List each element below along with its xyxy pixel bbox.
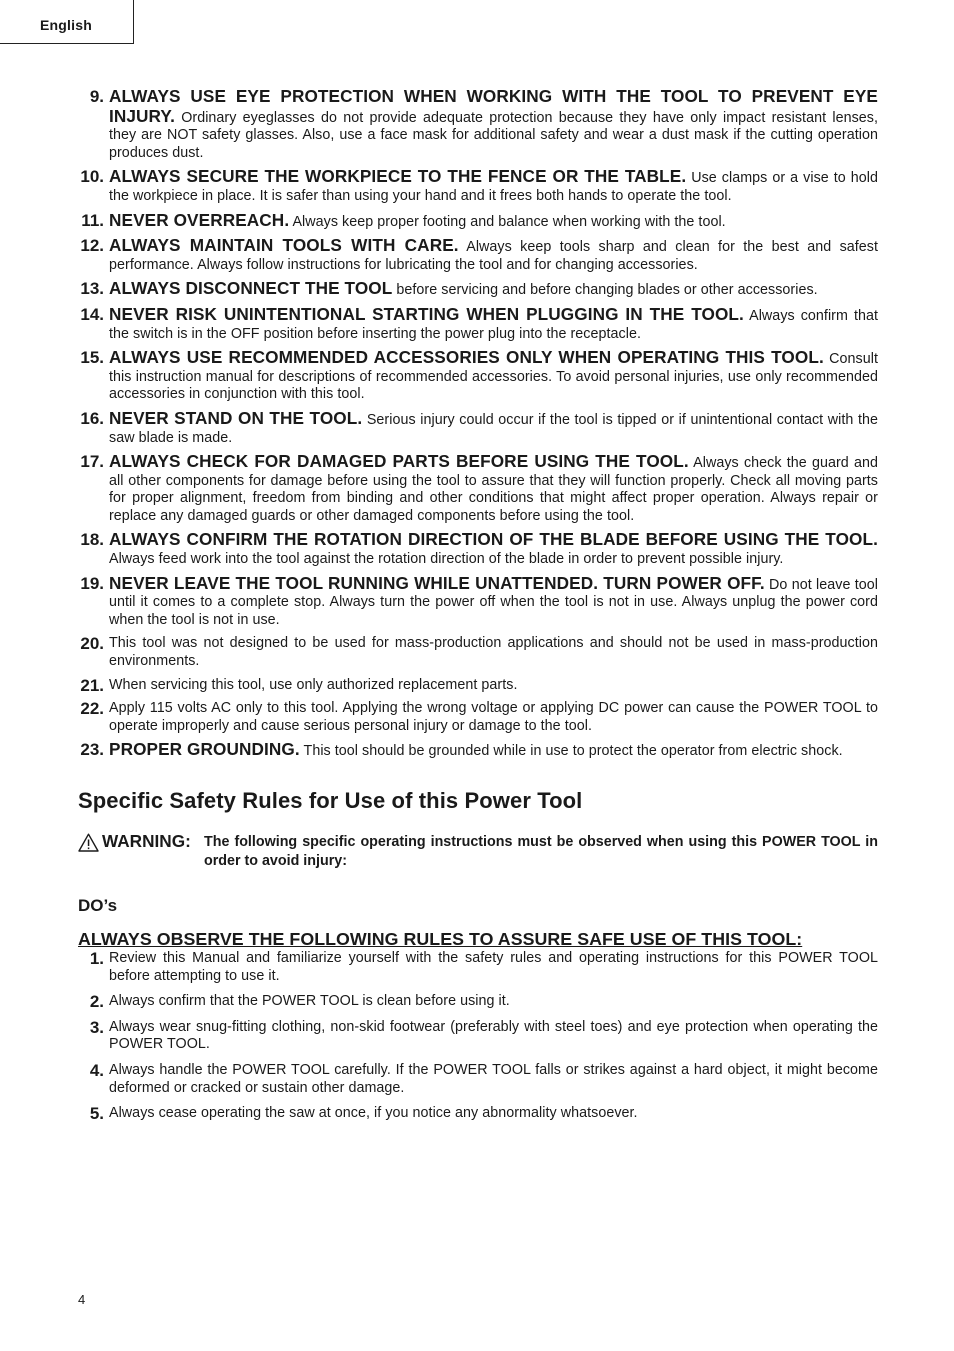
warning-label: WARNING: <box>102 831 191 851</box>
safety-rule-item <box>78 237 878 274</box>
language-label: English <box>40 17 92 33</box>
safety-rules-list <box>78 88 878 761</box>
page-content <box>78 88 878 1131</box>
dos-item <box>78 993 878 1011</box>
safety-rule-item <box>78 572 878 630</box>
safety-rule-item <box>78 168 878 205</box>
safety-rule-item <box>78 209 878 232</box>
item-text <box>109 1105 878 1123</box>
item-body: Review this Manual and familiarize yourself with the safety rules and operating instructions for this POWER TOOL before attempting to use it. <box>109 950 878 984</box>
item-number: 11. <box>81 210 104 230</box>
dos-item <box>78 1062 878 1097</box>
item-number: 19. <box>80 573 104 593</box>
item-number: 13. <box>80 279 104 299</box>
dos-item <box>78 1105 878 1123</box>
item-body: Ordinary eyeglasses do not provide adequate protection because they have only impact resistant lenses, they are NOT safety glasses. Also, use a face mask for additional safety and wear a dust mask if the cutting operation produces dust. <box>109 109 878 161</box>
item-body: Apply 115 volts AC only to this tool. Applying the wrong voltage or applying DC power can cause the POWER TOOL to operate improperly and cause serious personal injury or damage to the tool. <box>109 700 878 734</box>
item-body: Always keep tools sharp and clean for the best and safest performance. Always follow instructions for lubricating the tool and for changing accessories. <box>109 239 879 273</box>
page-number: 4 <box>78 1292 86 1307</box>
item-heading: ALWAYS SECURE THE WORKPIECE TO THE FENCE OR THE TABLE. <box>109 166 687 187</box>
warning-triangle-icon <box>78 833 99 852</box>
item-text <box>109 741 878 761</box>
safety-rule-item <box>78 88 878 162</box>
item-number: 10. <box>80 167 104 187</box>
item-number: 14. <box>80 304 104 324</box>
safety-rule-item <box>78 349 878 404</box>
item-number: 23. <box>80 740 104 760</box>
item-text <box>109 531 878 568</box>
item-number: 9. <box>89 87 104 106</box>
safety-rule-item <box>78 453 878 525</box>
item-text <box>109 1062 878 1097</box>
item-text <box>109 237 878 274</box>
item-text <box>109 280 878 300</box>
item-body: Always confirm that the switch is in the OFF position before inserting the power plug into the receptacle. <box>109 307 878 342</box>
item-body: When servicing this tool, use only authorized replacement parts. <box>109 676 518 693</box>
item-number: 21. <box>80 675 104 695</box>
item-body: Do not leave tool until it comes to a complete stop. Always turn the power off when the tool is not in use. Always unplug the power cord when the tool is not in use. <box>109 576 878 628</box>
item-text <box>109 168 878 205</box>
item-body: Always feed work into the tool against the rotation direction of the blade in order to prevent possible injury. <box>109 551 784 568</box>
dos-heading: DO’s <box>78 896 118 915</box>
item-number: 1. <box>89 949 104 968</box>
item-body: Consult this instruction manual for descriptions of recommended accessories. To avoid personal injuries, use only recommended accessories in conjunction with this tool. <box>109 351 878 403</box>
item-heading: ALWAYS MAINTAIN TOOLS WITH CARE. <box>109 235 459 256</box>
item-heading: NEVER RISK UNINTENTIONAL STARTING WHEN PLUGGING IN THE TOOL. <box>109 303 744 324</box>
item-body: before servicing and before changing blades or other accessories. <box>396 282 818 299</box>
language-tab <box>0 0 134 44</box>
item-body: Always handle the POWER TOOL carefully. If the POWER TOOL falls or strikes against a hard object, it might become deformed or cracked or sustain other damage. <box>109 1061 878 1096</box>
item-text <box>109 700 878 735</box>
item-heading: NEVER STAND ON THE TOOL. <box>109 407 363 428</box>
item-number: 15. <box>80 348 104 368</box>
item-heading: NEVER LEAVE THE TOOL RUNNING WHILE UNATTENDED. TURN POWER OFF. <box>109 572 765 593</box>
safety-rule-item <box>78 677 878 695</box>
item-heading: ALWAYS CHECK FOR DAMAGED PARTS BEFORE USING THE TOOL. <box>109 451 689 472</box>
dos-item <box>78 1019 878 1054</box>
safety-rule-item <box>78 407 879 447</box>
item-body: Always confirm that the POWER TOOL is clean before using it. <box>109 993 510 1010</box>
item-text <box>109 950 878 985</box>
item-body: This tool should be grounded while in use to protect the operator from electric shock. <box>303 743 843 760</box>
item-text <box>109 572 878 630</box>
safety-rule-item <box>78 531 878 568</box>
item-heading: PROPER GROUNDING. <box>109 739 300 760</box>
item-text <box>109 1019 878 1054</box>
item-number: 18. <box>80 530 104 550</box>
dos-item <box>78 950 878 985</box>
item-heading: ALWAYS USE RECOMMENDED ACCESSORIES ONLY WHEN OPERATING THIS TOOL. <box>109 347 824 368</box>
item-text <box>109 635 878 670</box>
item-heading: ALWAYS CONFIRM THE ROTATION DIRECTION OF THE BLADE BEFORE USING THE TOOL. <box>109 529 878 550</box>
item-body: Always check the guard and all other components for damage before using the tool to assure that they will function properly. Check all moving parts for proper alignment, freedom from binding and other conditions that might affect proper operation. Always repair or replace any damaged guards or other damaged components before using the tool. <box>109 455 879 524</box>
item-text <box>109 407 879 447</box>
warning-text: The following specific operating instructions must be observed when using this POWER TOOL in order to avoid injury: <box>204 834 878 869</box>
warning-block <box>78 831 878 870</box>
item-number: 4. <box>89 1060 104 1080</box>
item-text <box>109 303 878 343</box>
item-body: Serious injury could occur if the tool is tipped or if unintentional contact with the saw blade is made. <box>109 411 879 446</box>
dos-list <box>78 950 878 1123</box>
safety-rule-item <box>78 303 878 343</box>
item-text <box>109 993 878 1011</box>
item-number: 2. <box>89 992 104 1012</box>
section-title: Specific Safety Rules for Use of this Power Tool <box>78 788 583 813</box>
safety-rule-item <box>78 635 878 670</box>
item-number: 5. <box>89 1104 104 1124</box>
item-body: Always cease operating the saw at once, if you notice any abnormality whatsoever. <box>109 1105 638 1122</box>
item-text <box>109 349 878 404</box>
item-text <box>109 88 878 162</box>
safety-rule-item <box>78 741 878 761</box>
item-heading: ALWAYS USE EYE PROTECTION WHEN WORKING WITH THE TOOL TO PREVENT EYE INJURY. <box>109 86 878 126</box>
item-number: 20. <box>80 634 104 654</box>
safety-rule-item <box>78 280 878 300</box>
item-body: Always keep proper footing and balance when working with the tool. <box>292 213 726 230</box>
item-body: Use clamps or a vise to hold the workpiece in place. It is safer than using your hand and it frees both hands to operate the tool. <box>109 170 879 204</box>
item-body: Always wear snug-fitting clothing, non-skid footwear (preferably with steel toes) and eye protection when operating the POWER TOOL. <box>109 1018 878 1053</box>
item-number: 3. <box>89 1017 104 1037</box>
item-number: 22. <box>80 699 104 719</box>
observe-rules-heading: ALWAYS OBSERVE THE FOLLOWING RULES TO ASSURE SAFE USE OF THIS TOOL: <box>78 929 803 949</box>
item-text <box>109 453 878 525</box>
item-body: This tool was not designed to be used for mass-production applications and should not be used in mass-production environments. <box>109 635 878 670</box>
item-heading: ALWAYS DISCONNECT THE TOOL <box>109 278 393 299</box>
item-number: 12. <box>80 236 104 256</box>
safety-rule-item <box>78 700 878 735</box>
item-number: 17. <box>80 452 104 472</box>
item-text <box>109 677 878 695</box>
item-heading: NEVER OVERREACH. <box>109 209 290 230</box>
item-text <box>109 209 878 232</box>
item-number: 16. <box>80 408 104 428</box>
